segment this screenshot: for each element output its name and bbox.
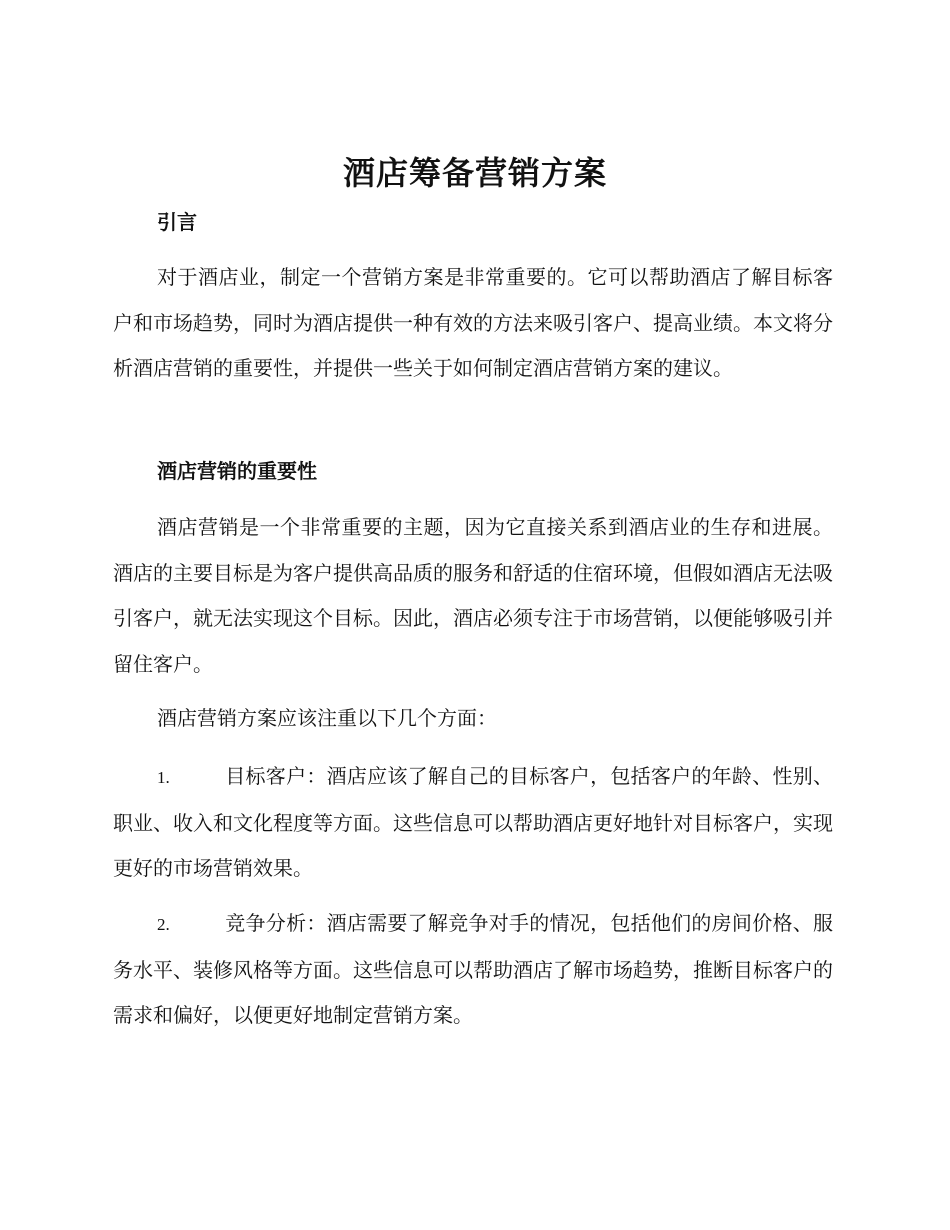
list-text: 目标客户：酒店应该了解自己的目标客户，包括客户的年龄、性别、职业、收入和文化程度等方面。这些信息可以帮助酒店更好地针对目标客户，实现更好的市场营销效果。 (113, 764, 833, 880)
list-item (113, 754, 833, 892)
list-item (113, 901, 833, 1039)
intro-heading: 引言 (157, 210, 197, 234)
importance-heading: 酒店营销的重要性 (157, 459, 317, 483)
list-text: 竞争分析：酒店需要了解竞争对手的情况，包括他们的房间价格、服务水平、装修风格等方面。这些信息可以帮助酒店了解市场趋势，推断目标客户的需求和偏好，以便更好地制定营销方案。 (113, 911, 833, 1027)
list-number: 1. (157, 768, 170, 787)
importance-paragraph: 酒店营销是一个非常重要的主题，因为它直接关系到酒店业的生存和进展。酒店的主要目标是为客户提供高品质的服务和舒适的住宿环境，但假如酒店无法吸引客户，就无法实现这个目标。因此，酒店必须专注于市场营销，以便能够吸引并留住客户。 (113, 515, 833, 676)
aspects-paragraph: 酒店营销方案应该注重以下几个方面： (157, 706, 497, 730)
list-number: 2. (157, 915, 170, 934)
intro-paragraph: 对于酒店业，制定一个营销方案是非常重要的。它可以帮助酒店了解目标客户和市场趋势，同时为酒店提供一种有效的方法来吸引客户、提高业绩。本文将分析酒店营销的重要性，并提供一些关于如何制定酒店营销方案的建议。 (113, 265, 833, 380)
document-title: 酒店筹备营销方案 (342, 154, 607, 192)
